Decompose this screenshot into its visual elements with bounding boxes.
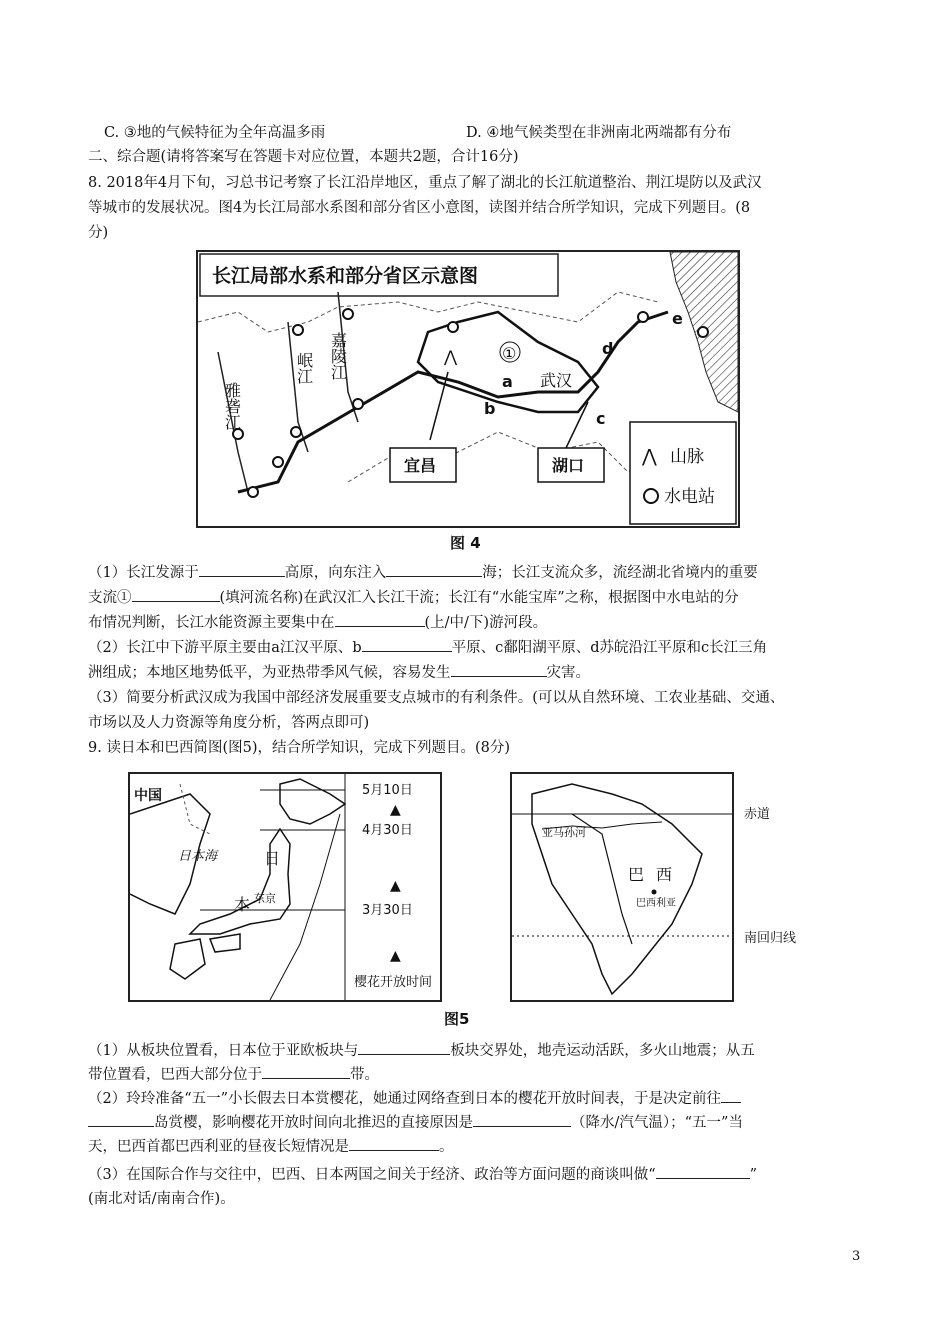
q8-p2-line2: [88, 662, 590, 684]
q8-p1-text-b: 高原，向东注入: [284, 565, 387, 581]
blank-sea[interactable]: [386, 562, 482, 577]
q8-p1-text-c: 海；长江支流众多，流经湖北省境内的重要: [482, 565, 758, 581]
marker-1: ①: [502, 344, 517, 363]
q8-p1-text-f: 布情况判断，长江水能资源主要集中在: [88, 615, 335, 631]
blank-zone[interactable]: [262, 1064, 350, 1079]
arrow-up: ▲: [390, 802, 401, 818]
q9-p1-text-b: 板块交界处，地壳运动活跃，多火山地震；从五: [450, 1043, 755, 1059]
blank-dialogue[interactable]: [656, 1164, 750, 1179]
figure4-map: [196, 250, 740, 528]
brazil-map: [510, 772, 734, 1002]
legend-sakura: 樱花开放时间: [354, 975, 433, 990]
trench-line: [270, 814, 340, 1000]
q9-p2-line3: [88, 1136, 454, 1158]
blank-disaster[interactable]: [451, 662, 547, 677]
letter-d: d: [602, 339, 614, 358]
figure5-caption: 图5: [444, 1010, 470, 1028]
japan-svg: [130, 774, 440, 1000]
q9-p3-line1: [88, 1164, 757, 1186]
q8-intro-line3: 分): [88, 225, 109, 241]
blank-source[interactable]: [199, 562, 285, 577]
q9-p2-text-a: （2）玲玲准备“五一”小长假去日本赏樱花，她通过网络查到日本的樱花开放时间表，于是决定前往: [88, 1091, 722, 1107]
q8-p1-text-e: (填河流名称)在武汉汇入长江干流；长江有“水能宝库”之称，根据图中水电站的分: [219, 590, 739, 606]
arrow-up: ▲: [390, 948, 401, 964]
q9-p3-text-b: ”: [749, 1167, 758, 1183]
q9-p2-text-d: 天，巴西首都巴西利亚的昼夜长短情况是: [88, 1139, 349, 1155]
blank-plate[interactable]: [358, 1040, 450, 1055]
kyushu: [170, 939, 205, 979]
label-xi: 西: [656, 865, 673, 884]
q9-p1-line2: [88, 1064, 379, 1086]
q8-p1-line3: [88, 612, 547, 634]
label-river: 亚马孙河: [542, 826, 586, 839]
label-capital: 巴西利亚: [636, 898, 676, 909]
q8-p2-text-b: 平原、c鄱阳湖平原、d苏皖沿江平原和c长江三角: [451, 640, 768, 656]
q8-intro-line2: 等城市的发展状况。图4为长江局部水系图和部分省区小意图，读图并结合所学知识，完成下列题目。(8: [88, 200, 751, 216]
section-heading: 二、综合题(请将答案写在答题卡对应位置，本题共2题，合计16分): [88, 149, 519, 165]
page-number: 3: [852, 1249, 861, 1264]
option-d: D. ④地气候类型在非洲南北两端都有分布: [466, 125, 732, 141]
q9-p1-text-c: 带位置看，巴西大部分位于: [88, 1067, 262, 1083]
blank-reach[interactable]: [335, 612, 425, 627]
shikoku: [210, 934, 240, 952]
river-label-min: 岷江: [294, 352, 314, 384]
box-yichang-label: 宜昌: [404, 456, 437, 475]
river-label-yalong: 雅砻江: [222, 382, 242, 430]
legend-station-icon: [644, 489, 658, 503]
blank-plain[interactable]: [362, 637, 452, 652]
q9-p1-text-a: （1）从板块位置看，日本位于亚欧板块与: [88, 1043, 359, 1059]
letter-b: b: [484, 399, 496, 418]
river-label-jialing: 嘉陵江: [328, 332, 348, 380]
figure4-svg: [198, 252, 738, 526]
blank-island-start[interactable]: [721, 1088, 741, 1103]
q8-p2-text-a: （2）长江中下游平原主要由a江汉平原、b: [88, 640, 362, 656]
q8-p3-line1: （3）简要分析武汉成为我国中部经济发展重要支点城市的有利条件。(可以从自然环境、工农业基础、交通、: [88, 690, 785, 706]
letter-a: a: [502, 372, 513, 391]
capital-dot: [652, 890, 657, 895]
q8-p2-text-d: 灾害。: [546, 665, 590, 681]
label-china: 中国: [134, 788, 162, 804]
q9-p3-line2: (南北对话/南南合作)。: [88, 1191, 235, 1207]
option-c: C. ③地的气候特征为全年高温多雨: [104, 125, 326, 141]
hokkaido: [280, 779, 345, 824]
letter-e: e: [672, 309, 683, 328]
blank-tributary[interactable]: [132, 587, 220, 602]
boundary: [198, 292, 658, 332]
q8-p1-line2: [88, 587, 739, 609]
arrow-up: ▲: [390, 878, 401, 894]
q8-p2-text-c: 洲组成；本地区地势低平，为亚热带季风气候，容易发生: [88, 665, 451, 681]
legend-mountain-icon: ⋀: [642, 446, 657, 467]
date-430: 4月30日: [362, 823, 413, 838]
date-330: 3月30日: [362, 903, 413, 918]
label-ri: 日: [264, 849, 281, 868]
blank-daylength[interactable]: [349, 1136, 439, 1151]
q9-p2-line2: [88, 1112, 743, 1134]
japan-map: [128, 772, 442, 1002]
q8-p1-text-g: (上/中/下)游河段。: [424, 615, 548, 631]
q9-p1-text-d: 带。: [350, 1067, 379, 1083]
legend-mountain: 山脉: [670, 447, 704, 467]
arrow-hukou: [566, 402, 588, 448]
letter-c: c: [596, 409, 606, 428]
label-ben: 本: [234, 895, 251, 914]
label-tropic: 南回归线: [744, 931, 797, 946]
q8-p3-line2: 市场以及人力资源等角度分析，答两点即可): [88, 715, 370, 731]
label-ba: 巴: [628, 865, 645, 884]
blank-factor[interactable]: [473, 1112, 571, 1127]
honshu: [190, 829, 290, 934]
q9-p3-text-a: （3）在国际合作与交往中，巴西、日本两国之间关于经济、政治等方面问题的商谈叫做“: [88, 1167, 656, 1183]
box-hukou-label: 湖口: [552, 456, 585, 475]
legend-box: [630, 422, 736, 524]
figure4-caption: 图 4: [450, 534, 481, 552]
label-sea: 日本海: [178, 849, 218, 864]
blank-island[interactable]: [88, 1112, 154, 1127]
map-title: 长江局部水系和部分省区示意图: [212, 265, 479, 287]
q9-p2-line1: [88, 1088, 741, 1110]
q8-p1-text-a: （1）长江发源于: [88, 565, 199, 581]
q9-p2-text-c: （降水/汽气温）；“五一”当: [571, 1115, 743, 1131]
q9-p2-text-e: 。: [439, 1139, 454, 1155]
q8-p2-line1: [88, 637, 767, 659]
q9-p2-text-b: 岛赏樱，影响樱花开放时间向北推迟的直接原因是: [154, 1115, 473, 1131]
south-america-outline: [532, 784, 702, 994]
label-tokyo: 东京: [254, 892, 276, 905]
q8-intro-line1: 8. 2018年4月下旬，习总书记考察了长江沿岸地区，重点了解了湖北的长江航道整治、荆江堤防以及武汉: [88, 175, 762, 191]
q8-p1-text-d: 支流①: [88, 590, 132, 606]
q8-p1-line1: [88, 562, 758, 584]
legend-station: 水电站: [664, 487, 715, 507]
brazil-svg: [512, 774, 732, 1000]
mountain-icon: ⋀: [444, 347, 458, 366]
q9-p1-line1: [88, 1040, 755, 1062]
date-510: 5月10日: [362, 783, 413, 798]
city-wuhan: 武汉: [540, 371, 573, 390]
label-equator: 赤道: [744, 807, 771, 822]
q9-intro: 9. 读日本和巴西简图(图5)，结合所学知识，完成下列题目。(8分): [88, 740, 511, 756]
